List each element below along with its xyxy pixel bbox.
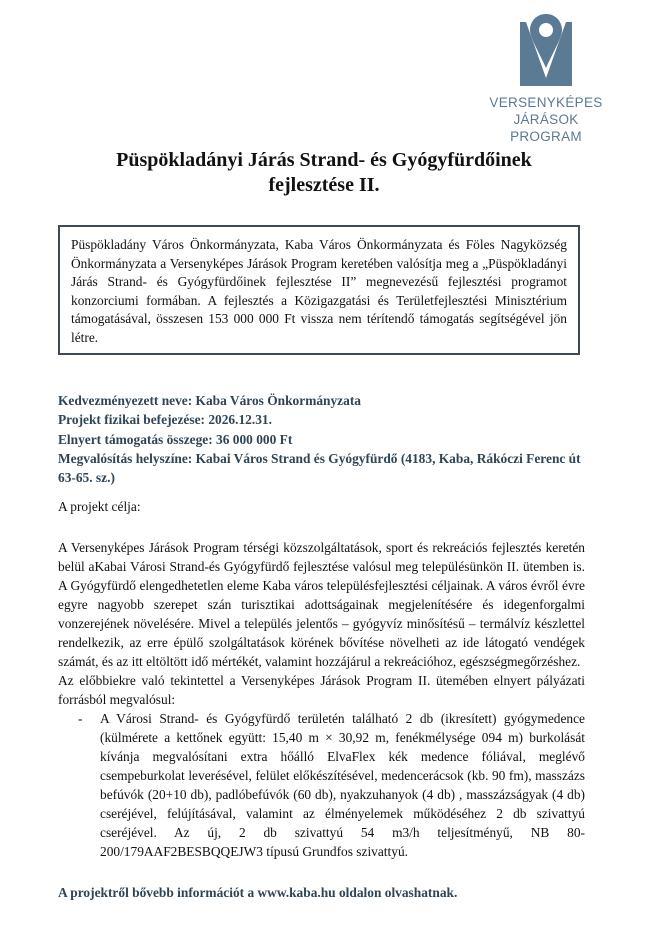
logo-line-1: VERSENYKÉPES JÁRÁSOK: [489, 95, 603, 127]
program-logo: [456, 14, 636, 145]
body-text: [58, 538, 585, 861]
page-title: [40, 148, 608, 198]
paragraph-1: A Versenyképes Járások Program térségi közszolgáltatások, sport és rekreációs fejlesztés keretén belül aKabai Városi Strand-és Gyógyfürdő fejlesztése valósul meg településünkön II. ütemben is. A Gyógyfürdő elengedhetetlen eleme Kaba város településfejlesztési céljainak. A város évről évre egyre nagyobb szerepet szán turisztikai adottságainak megjelenítésére és idegenforgalmi vonzerejének növelésére. Mivel a település jelentős – gyógyvíz minősítésű – termálvíz készlettel rendelkezik, az erre épülő szolgáltatások körének bővítése növelheti az ide látogató vendégek számát, és az itt eltöltött idő mértékét, valamint hozzájárul a rekreációhoz, egészségmegőrzéshez.: [58, 540, 585, 669]
grant-line: Elnyert támogatás összege: 36 000 000 Ft: [58, 431, 293, 447]
paragraph-2: Az előbbiekre való tekintettel a Versenyképes Járások Program II. ütemében elnyert pályázati forrásból megvalósul:: [58, 673, 585, 707]
completion-line: Projekt fizikai befejezése: 2026.12.31.: [58, 412, 272, 428]
project-info: [58, 391, 588, 487]
list-item: [58, 709, 585, 861]
map-pin-v-icon: [520, 14, 572, 86]
beneficiary-line: Kedvezményezett neve: Kaba Város Önkormányzata: [58, 393, 361, 408]
title-line-1: Püspökladányi Járás Strand- és Gyógyfürdőinek: [116, 149, 532, 171]
location-line: Megvalósítás helyszíne: Kabai Város Strand és Gyógyfürdő (4183, Kaba, Rákóczi Ferenc út 63-65. sz.): [58, 450, 581, 486]
bullet-text: A Városi Strand- és Gyógyfürdő területén található 2 db (ikresített) gyógymedence (külmérete a kettőnek együtt: 15,40 m × 30,92 m, fenékmélysége 094 m) burkolását kívánja megvalósítani extra hőálló ElvaFlex kék medence fóliával, meglévő csempeburkolat leverésével, felület előkészítésével, medencerácsok (kb. 90 fm), masszázs befúvók (20+10 db), padlóbefúvók (60 db), nyakzuhanyok (4 db) , masszázságyak (4 db) cseréjével, felújításával, valamint az élményelemek működéséhez 2 db szivattyú cseréjével. Az új, 2 db szivattyú 54 m3/h teljesítményű, NB 80-200/179AAF2BESBQQEJW3 típusú Grundfos szivattyú.: [100, 711, 585, 859]
title-line-2: fejlesztése II.: [268, 174, 380, 196]
logo-line-2: PROGRAM: [510, 129, 582, 144]
bullet-dash: -: [78, 711, 83, 726]
intro-box: Püspökladány Város Önkormányzata, Kaba Város Önkormányzata és Föles Nagyközség Önkormányzata a Versenyképes Járások Program keretében valósítja meg a „Püspökladányi Járás Strand- és Gyógyfürdőinek fejlesztése II” megnevezésű fejlesztési programot konzorciumi formában. A fejlesztés a Közigazgatási és Területfejlesztési Minisztérium támogatásával, összesen 153 000 000 Ft vissza nem térítendő támogatás segítségével jön létre.: [58, 225, 580, 355]
footer-note: A projektről bővebb információt a www.kaba.hu oldalon olvashatnak.: [58, 885, 458, 900]
goal-label: A projekt célja:: [58, 499, 141, 514]
